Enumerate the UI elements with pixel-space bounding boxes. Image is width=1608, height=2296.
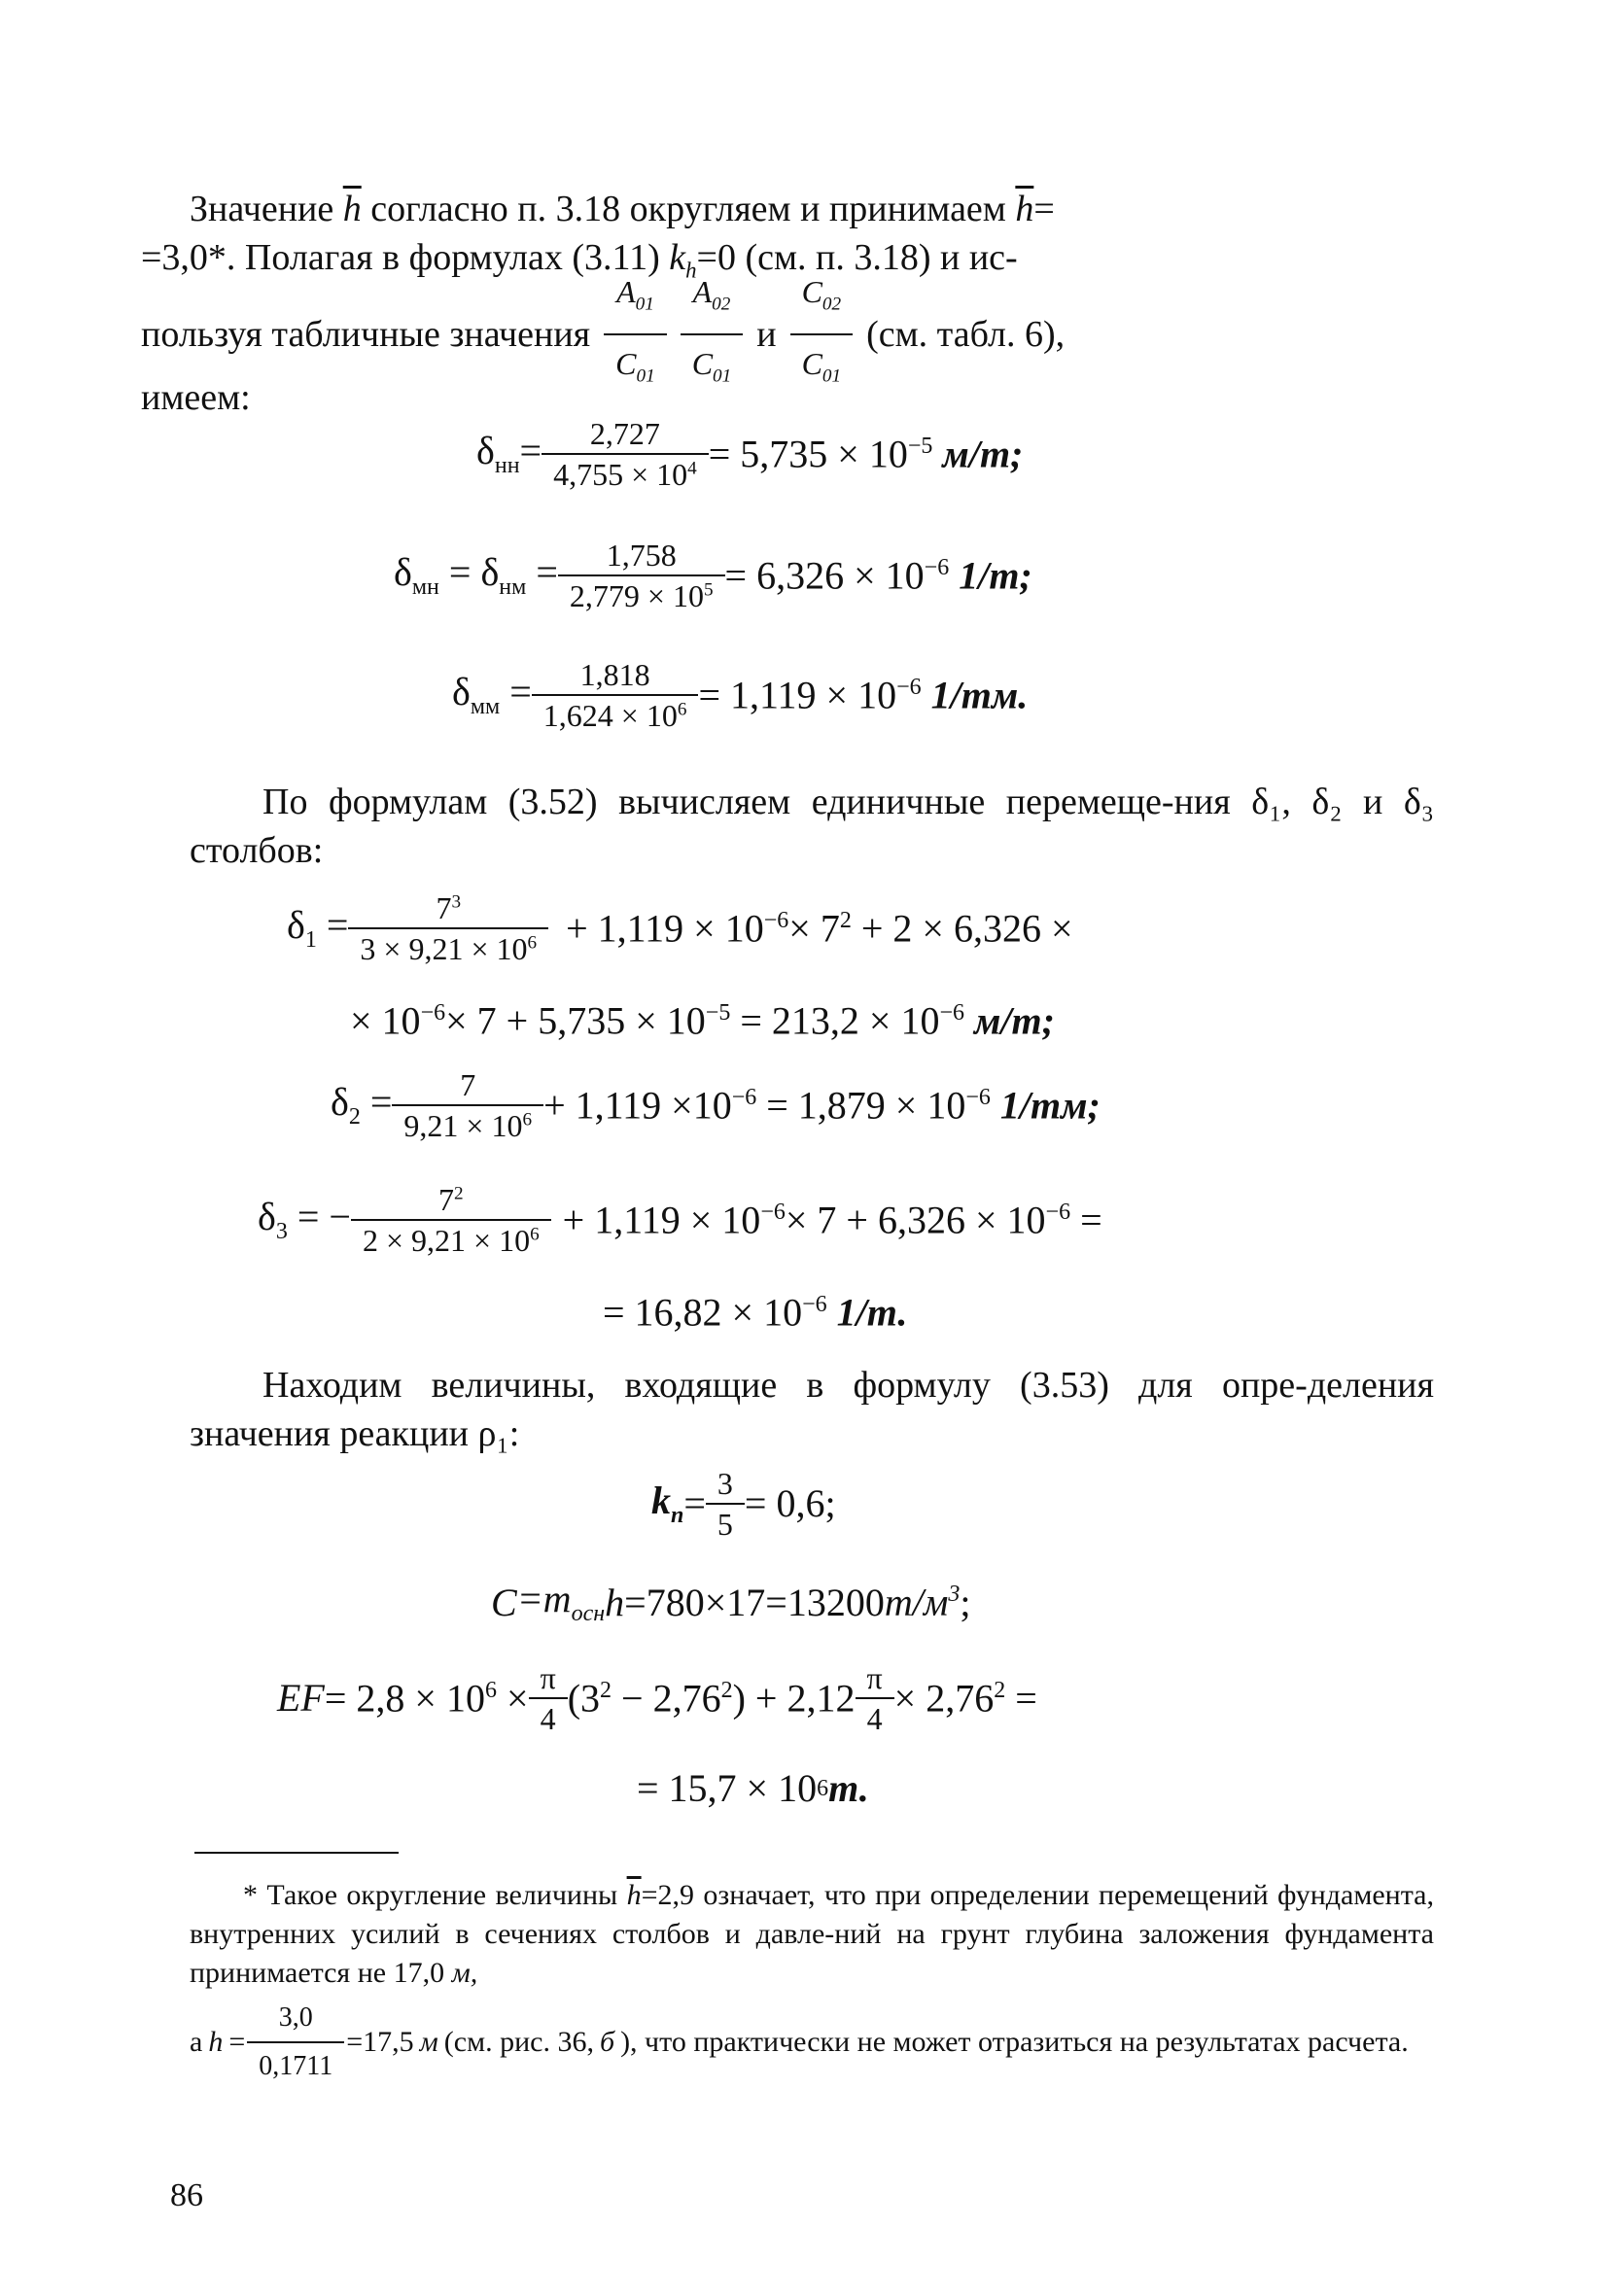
- intro-text-4: =0 (см. п. 3.18) и ис-: [696, 237, 1018, 278]
- fraction: $\frac{7^2}{2 \times 9,21 \times 10^6}$: [357, 1184, 545, 1256]
- equation-kp: [651, 1468, 836, 1540]
- equation-delta-2: [331, 1069, 1101, 1141]
- ratio-a01-c01: $\frac{A_{01}}{C_{01}}$: [610, 267, 661, 400]
- fraction: $\frac{3}{5}$: [712, 1468, 739, 1540]
- fraction: $\frac{1,758}{2,779 \times 10^5}$: [564, 539, 719, 611]
- C-symbol: C: [491, 1580, 517, 1624]
- lhs: $\delta_3$ = −: [258, 1194, 351, 1244]
- lhs: $\delta_{мм}$ =: [452, 669, 532, 719]
- lhs: $\delta_{нн}=$: [476, 428, 542, 478]
- equals-sign: =: [1033, 189, 1055, 229]
- rhs: = $5,735 \times 10^{-5}$ м/т;: [708, 432, 1024, 476]
- intro-text-2: согласно п. 3.18 округляем и принимаем: [370, 189, 1006, 229]
- and-word: и: [756, 313, 777, 355]
- equation-delta-nn: [476, 418, 1023, 490]
- lhs: $\delta_1$ =: [287, 902, 349, 953]
- fraction-pi-4: $\frac{\pi}{4}$: [535, 1662, 562, 1734]
- equation-EF-result: = 15,7 × 10 6 т.: [637, 1766, 869, 1810]
- rhs: + $1,119 \times 10^{-6} = 1,879 \times 10^{-6}$ 1/тм;: [543, 1083, 1101, 1128]
- term-1: = $2,8 \times 10^6$ ×: [324, 1676, 529, 1721]
- intro-paragraph: [141, 185, 1434, 422]
- lhs: $\delta_2$ =: [331, 1079, 393, 1130]
- lhs: $k_п$: [651, 1478, 684, 1528]
- lhs: $\delta_{мн} = \delta_{нм}$ =: [394, 549, 558, 600]
- footnote-formula-line: а h = $\frac{3,0}{0,1711}$ =17,5 м (см. рис. 36, б ), что практически не может отразиться на результатах расчета.: [190, 1999, 1434, 2086]
- intro-line-4: имеем:: [141, 376, 251, 418]
- ratio-a02-c01: $\frac{A_{02}}{C_{01}}$: [686, 267, 738, 400]
- equation-delta-1-cont: [350, 998, 1055, 1043]
- paragraph-reaction: Находим величины, входящие в формулу (3.53) для опре-деления значения реакции ρ₁:: [190, 1365, 1434, 1454]
- equation-delta-3-result: [603, 1290, 908, 1335]
- intro-text-6: (см. табл. 6),: [866, 313, 1066, 355]
- fraction: $\frac{7^3}{3 \times 9,21 \times 10^6}$: [354, 892, 542, 964]
- equation-delta-3: [258, 1184, 1102, 1256]
- footnote-separator: [194, 1852, 399, 1854]
- value: =780×17=13200: [624, 1580, 885, 1624]
- rhs: + $1,119 \times 10^{-6}\times 7 + 6,326 \times 10^{-6}$ =: [562, 1198, 1102, 1242]
- rhs: + $1,119 \times 10^{-6}\times 7^2 + 2 \times 6,326$ ×: [566, 906, 1073, 951]
- rhs: = $6,326 \times 10^{-6}$ 1/т;: [724, 553, 1032, 598]
- intro-text-3: =3,0*. Полагая в формулах (3.11): [141, 237, 660, 278]
- fraction: $\frac{7}{9,21 \times 10^6}$: [398, 1069, 538, 1141]
- ratio-c02-c01: $\frac{C_{02}}{C_{01}}$: [796, 267, 848, 400]
- eqs: =: [683, 1481, 706, 1525]
- rhs: × $10^{-6}\times 7 + 5,735 \times 10^{-5} = 213,2 \times 10^{-6}$ м/т;: [350, 998, 1055, 1043]
- kh-symbol: $k_h$: [669, 237, 697, 283]
- page-number: 86: [170, 2177, 203, 2213]
- equation-C: C $=m_{осн}$ h =780×17=13200 $т/м^3$ ;: [491, 1577, 971, 1626]
- intro-text-5: пользуя табличные значения: [141, 313, 591, 355]
- term-2: $(3^2 - 2,76^2) + 2,12$: [567, 1676, 856, 1721]
- footnote: [190, 1876, 1434, 2086]
- h-bar-symbol-2: $\overline{h}$: [1015, 189, 1034, 229]
- h-bar-symbol: $\overline{h}$: [342, 189, 362, 229]
- rhs: = $16,82 \times 10^{-6}$ 1/т.: [603, 1290, 908, 1335]
- equation-delta-1: [287, 892, 1073, 964]
- paragraph-displacements: По формулам (3.52) вычисляем единичные перемеще-ния δ₁, δ₂ и δ₃ столбов:: [190, 782, 1434, 871]
- equation-delta-mn: [394, 539, 1032, 611]
- rhs: = $1,119 \times 10^{-6}$ 1/тм.: [698, 673, 1029, 717]
- fraction-pi-4-b: $\frac{\pi}{4}$: [861, 1662, 889, 1734]
- fraction: $\frac{1,818}{1,624 \times 10^6}$: [538, 659, 693, 731]
- unit: т.: [828, 1766, 869, 1810]
- fraction: $\frac{2,727}{4,755 \times 10^4}$: [547, 418, 703, 490]
- footnote-body: * Такое округление величины $\overline{h}=2,9$ означает, что при определении перемещений фундамента, внутренних усилий в сечениях столбов и давле-ний на грунт глубина заложения фундамента принимается не 17,0 м,: [190, 1879, 1435, 1989]
- equation-EF: [277, 1662, 1037, 1734]
- term-3: × $2,76^2$ =: [893, 1676, 1037, 1721]
- intro-text: Значение: [190, 189, 334, 229]
- EF-symbol: EF: [277, 1676, 325, 1720]
- intro-line-1: [190, 185, 1434, 233]
- equation-delta-mm: [452, 659, 1028, 731]
- h-symbol: h: [605, 1580, 625, 1624]
- m-osn: $=m_{осн}$: [516, 1577, 606, 1626]
- value: = 15,7 × 10: [637, 1766, 818, 1810]
- footnote-fraction: $\frac{3,0}{0,1711}$: [253, 1999, 338, 2086]
- unit: $т/м^3$: [884, 1580, 961, 1624]
- intro-line-2: [141, 233, 1434, 296]
- rhs: = 0,6;: [744, 1481, 836, 1525]
- intro-line-3: [141, 274, 1434, 386]
